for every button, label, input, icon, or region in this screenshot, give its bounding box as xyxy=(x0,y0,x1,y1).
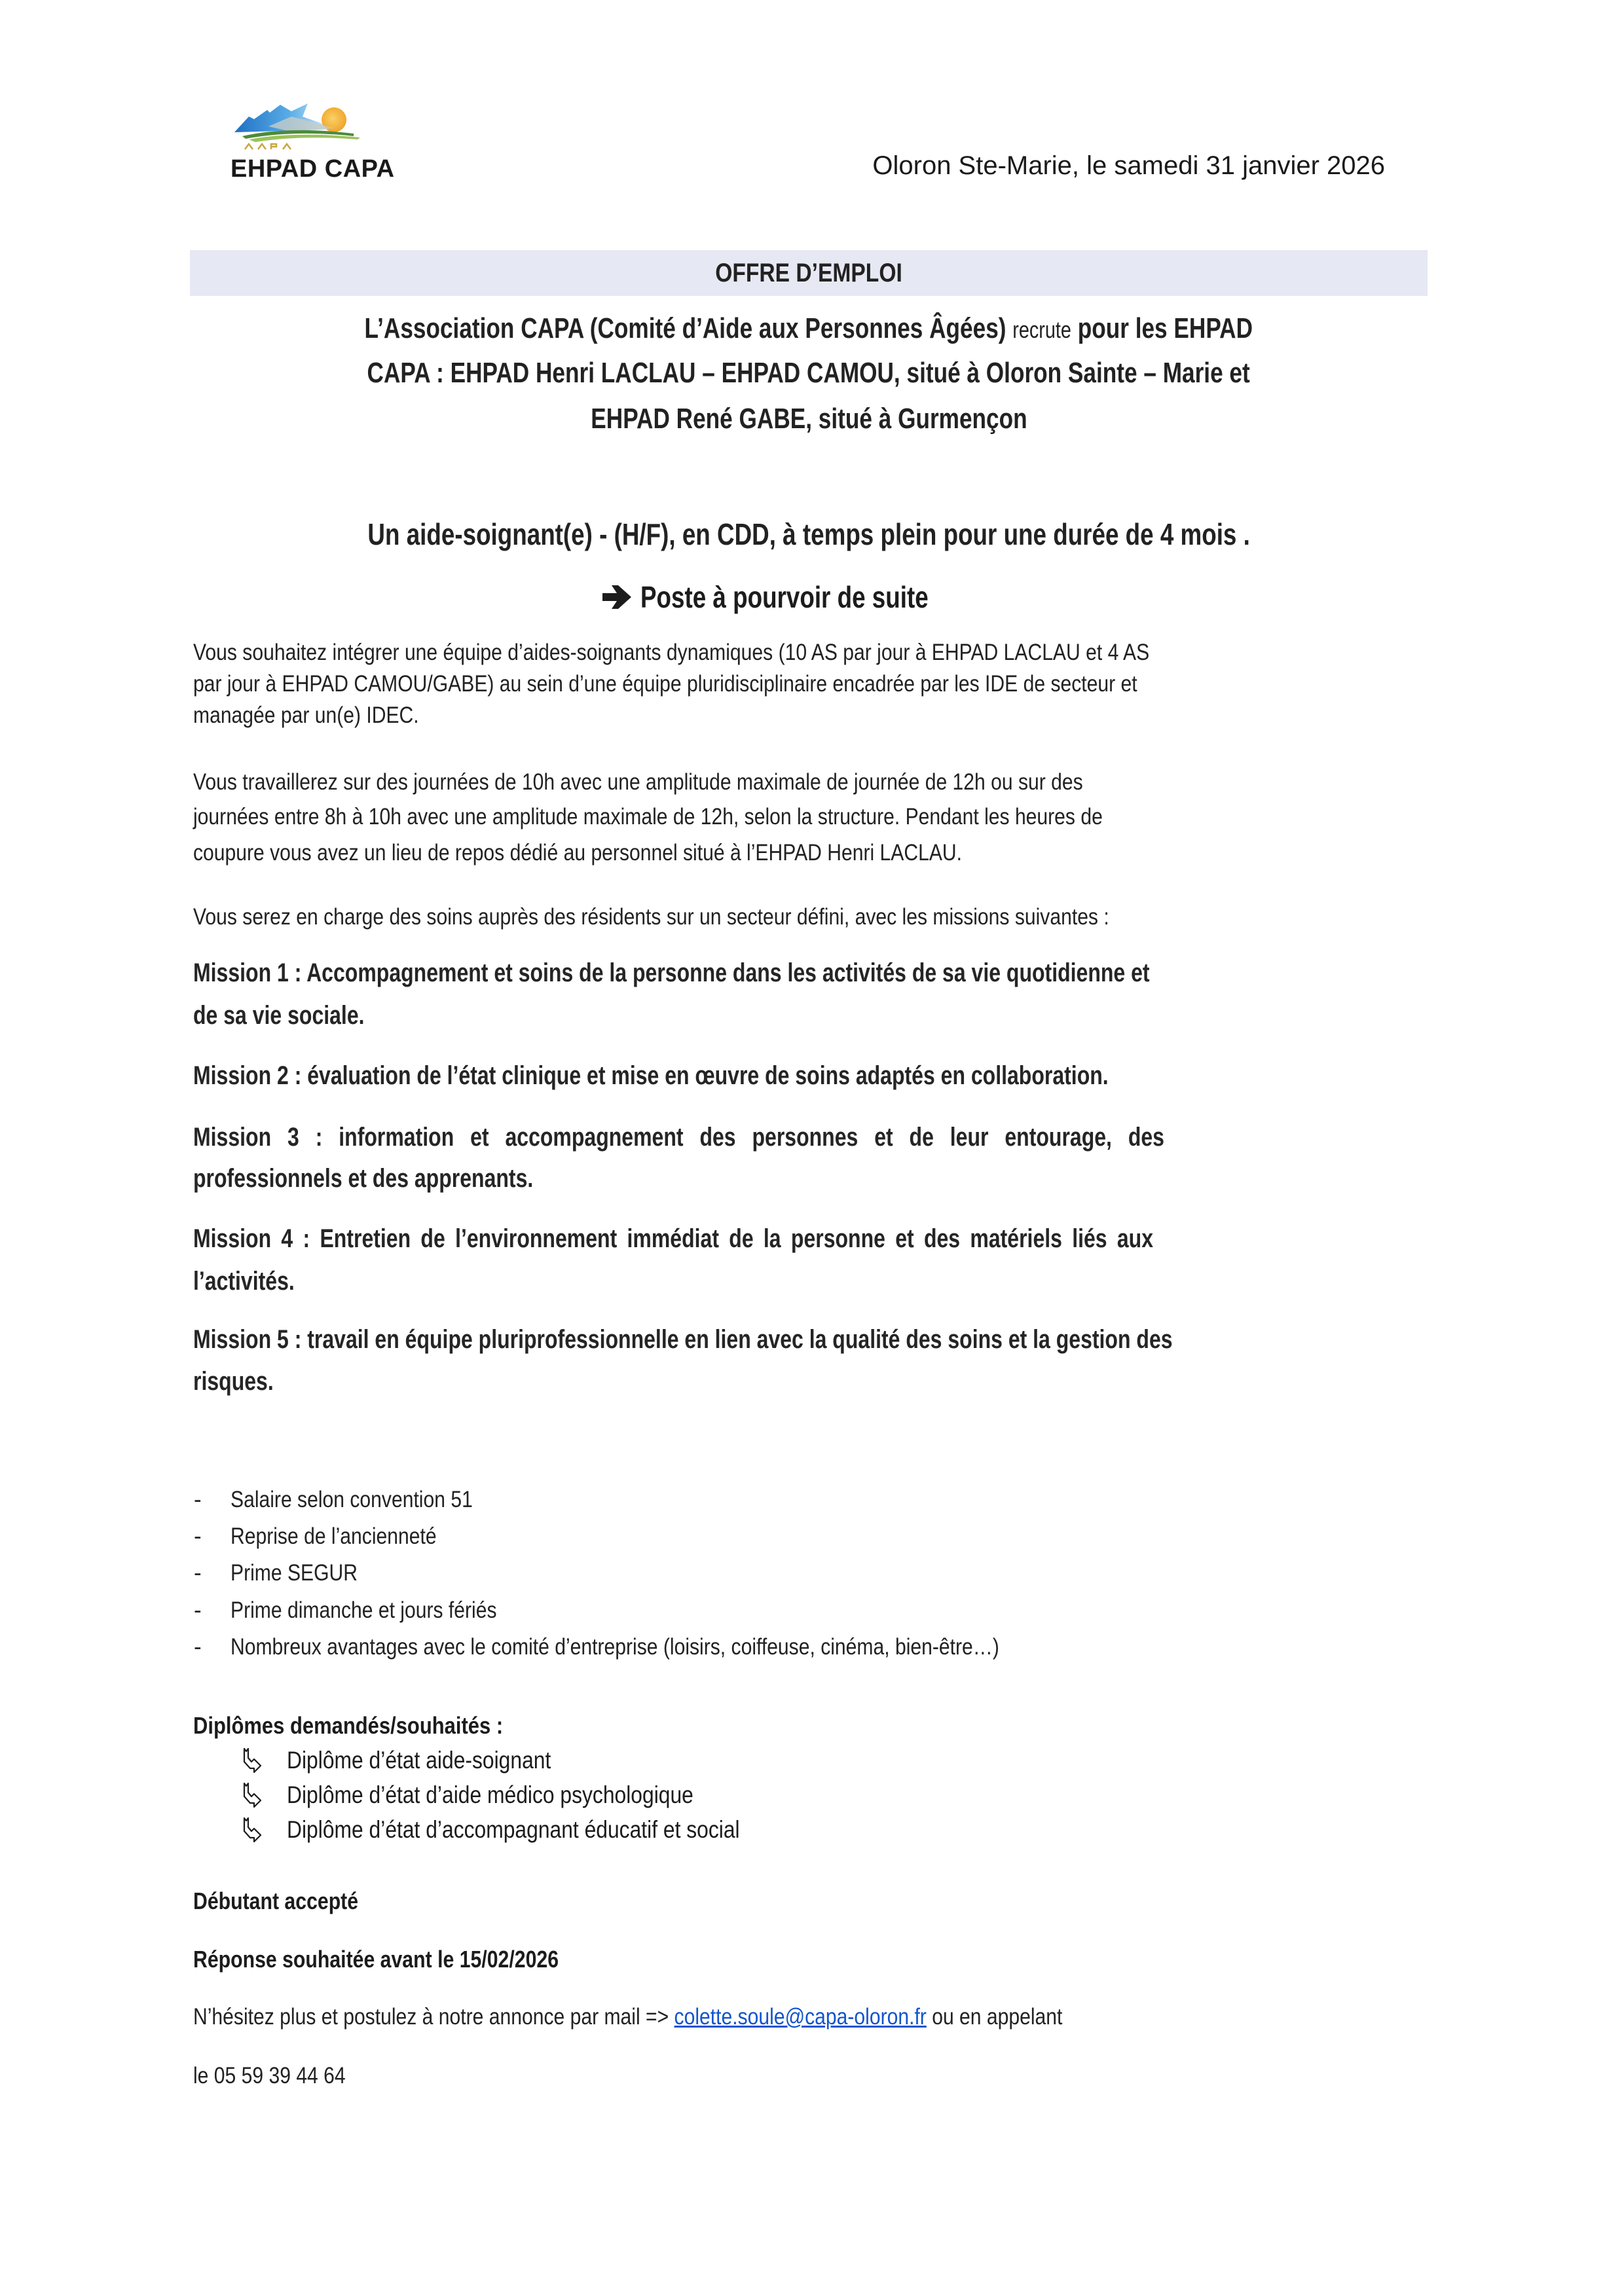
list-item xyxy=(194,1597,540,1624)
capa-logo xyxy=(229,98,367,151)
beginner-accepted xyxy=(193,1887,390,1916)
paragraph-2-line-2-text: journées entre 8h à 10h avec une amplitude maximale de 12h, selon la structure. Pendant les heures de xyxy=(193,804,1103,829)
phone-line-text: le 05 59 39 44 64 xyxy=(193,2063,346,2088)
diplomas-heading-text: Diplômes demandés/souhaités : xyxy=(193,1712,504,1739)
response-deadline-text: Réponse souhaitée avant le 15/02/2026 xyxy=(193,1946,559,1973)
paragraph-1-line-1-text: Vous souhaitez intégrer une équipe d’aides-soignants dynamiques (10 AS par jour à EHPAD LACLAU et 4 AS xyxy=(193,640,1150,665)
mission-1-text-2: de sa vie sociale. xyxy=(193,1001,365,1030)
paragraph-1-line-2 xyxy=(193,670,1291,698)
intro-association: L’Association CAPA (Comité d’Aide aux Personnes Âgées) xyxy=(364,312,1006,344)
list-item-text: Diplôme d’état d’aide médico psychologique xyxy=(287,1781,693,1808)
job-availability xyxy=(601,580,1001,614)
down-right-arrow-icon xyxy=(242,1782,263,1808)
intro-line-2-text: CAPA : EHPAD Henri LACLAU – EHPAD CAMOU, situé à Oloron Sainte – Marie et xyxy=(367,357,1251,389)
list-item xyxy=(194,1559,378,1587)
mission-2-line-1 xyxy=(193,1060,1337,1091)
apply-suffix: ou en appelant xyxy=(932,2004,1063,2030)
mission-1-line-1 xyxy=(193,957,1389,989)
job-availability-text: Poste à pourvoir de suite xyxy=(640,580,929,614)
list-item xyxy=(194,1523,470,1550)
mission-4-text-1: Mission 4 : Entretien de l’environnement immédiat de la personne et des matériels liés aux xyxy=(193,1224,1154,1253)
list-item-text: Prime dimanche et jours fériés xyxy=(231,1597,497,1623)
intro-line-3 xyxy=(190,402,1428,436)
paragraph-1-line-1 xyxy=(193,639,1305,666)
bullet-dash: - xyxy=(194,1634,202,1660)
job-title xyxy=(190,517,1428,551)
down-right-arrow-icon xyxy=(242,1747,263,1774)
intro-line-3-text: EHPAD René GABE, situé à Gurmençon xyxy=(590,403,1027,435)
paragraph-1-line-2-text: par jour à EHPAD CAMOU/GABE) au sein d’une équipe pluridisciplinaire encadrée par les IDE de secteur et xyxy=(193,671,1137,697)
list-item-text: Reprise de l’ancienneté xyxy=(231,1523,437,1549)
mission-3-line-2 xyxy=(193,1163,618,1194)
diplomas-heading xyxy=(193,1711,553,1740)
paragraph-2-line-3 xyxy=(193,839,1087,867)
paragraph-2-line-1 xyxy=(193,769,1228,796)
list-item xyxy=(242,1780,760,1810)
paragraph-2-line-2 xyxy=(193,803,1251,831)
mission-4-line-2 xyxy=(193,1266,320,1297)
apply-line xyxy=(193,2003,1204,2031)
list-item xyxy=(194,1633,1124,1661)
mission-5-line-1 xyxy=(193,1324,1417,1355)
mission-2-text-1: Mission 2 : évaluation de l’état clinique et mise en œuvre de soins adaptés en collaboration. xyxy=(193,1061,1109,1090)
page-title-text: OFFRE D’EMPLOI xyxy=(715,259,902,287)
response-deadline xyxy=(193,1945,628,1974)
place-and-date: Oloron Ste-Marie, le samedi 31 janvier 2026 xyxy=(872,151,1385,180)
paragraph-3 xyxy=(193,903,1258,931)
paragraph-1-line-3 xyxy=(193,702,456,729)
down-right-arrow-icon xyxy=(242,1817,263,1843)
apply-prefix: N’hésitez plus et postulez à notre annonce par mail => xyxy=(193,2004,669,2030)
mission-3-line-1 xyxy=(193,1121,1407,1153)
mission-3-text-2: professionnels et des apprenants. xyxy=(193,1164,534,1193)
mission-1-line-2 xyxy=(193,1000,407,1031)
paragraph-1-line-3-text: managée par un(e) IDEC. xyxy=(193,702,419,728)
bullet-dash: - xyxy=(194,1560,202,1586)
page-title xyxy=(190,250,1428,296)
intro-recrute: recrute xyxy=(1012,316,1072,343)
mission-5-text-2: risques. xyxy=(193,1367,274,1396)
right-arrow-icon xyxy=(601,584,634,610)
mission-3-text-1: Mission 3 : information et accompagnement des personnes et de leur entourage, des xyxy=(193,1123,1164,1152)
list-item xyxy=(242,1815,813,1845)
paragraph-2-line-1-text: Vous travaillerez sur des journées de 10h avec une amplitude maximale de journée de 12h ou sur des xyxy=(193,769,1083,795)
mission-5-text-1: Mission 5 : travail en équipe pluriprofessionnelle en lien avec la qualité des soins et la gestion des xyxy=(193,1325,1173,1354)
list-item-text: Nombreux avantages avec le comité d’entreprise (loisirs, coiffeuse, cinéma, bien-être…) xyxy=(231,1634,999,1660)
bullet-dash: - xyxy=(194,1597,202,1623)
list-item xyxy=(194,1486,512,1514)
list-item-text: Diplôme d’état aide-soignant xyxy=(287,1747,551,1774)
mission-4-line-1 xyxy=(193,1223,1393,1254)
mountain-sun-logo-icon xyxy=(229,98,367,151)
list-item-text: Diplôme d’état d’accompagnant éducatif et social xyxy=(287,1816,740,1843)
paragraph-3-text: Vous serez en charge des soins auprès des résidents sur un secteur défini, avec les missions suivantes : xyxy=(193,904,1109,930)
phone-line xyxy=(193,2062,371,2090)
email-link[interactable]: colette.soule@capa-oloron.fr xyxy=(674,2004,927,2030)
job-title-text: Un aide-soignant(e) - (H/F), en CDD, à temps plein pour une durée de 4 mois . xyxy=(367,517,1250,551)
mission-1-text-1: Mission 1 : Accompagnement et soins de la personne dans les activités de sa vie quotidienne et xyxy=(193,958,1150,987)
beginner-accepted-text: Débutant accepté xyxy=(193,1887,359,1914)
bullet-dash: - xyxy=(194,1523,202,1549)
intro-for-ehpad: pour les EHPAD xyxy=(1077,312,1253,344)
bullet-dash: - xyxy=(194,1487,202,1512)
list-item xyxy=(242,1745,594,1776)
mission-4-text-2: l’activités. xyxy=(193,1267,295,1296)
organization-name: EHPAD CAPA xyxy=(231,155,395,183)
intro-line-1 xyxy=(190,312,1428,347)
intro-line-2 xyxy=(190,356,1428,390)
title-banner xyxy=(190,250,1428,296)
paragraph-2-line-3-text: coupure vous avez un lieu de repos dédié au personnel situé à l’EHPAD Henri LACLAU. xyxy=(193,840,963,866)
list-item-text: Prime SEGUR xyxy=(231,1560,358,1586)
list-item-text: Salaire selon convention 51 xyxy=(231,1487,473,1512)
mission-5-line-2 xyxy=(193,1366,293,1397)
